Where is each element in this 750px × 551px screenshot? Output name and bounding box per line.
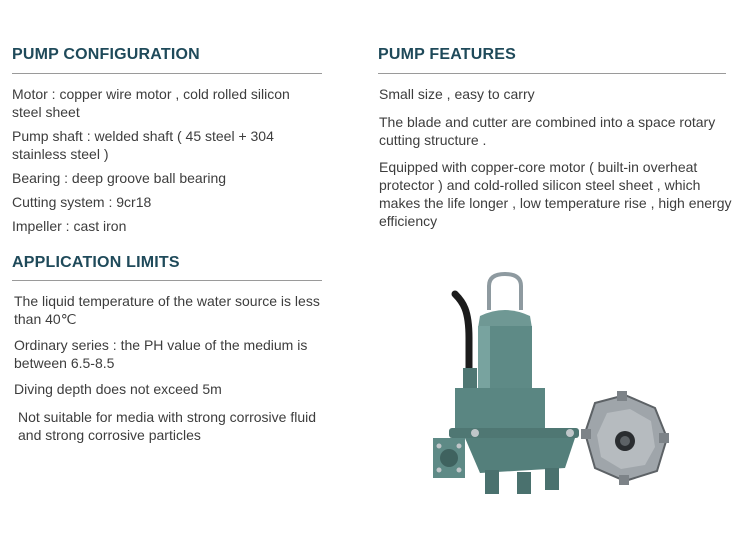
limit-temperature: The liquid temperature of the water source is less than 40℃ xyxy=(14,293,320,327)
pump-features-rule xyxy=(378,73,726,74)
pump-handle xyxy=(489,274,521,310)
impeller-part xyxy=(581,391,669,485)
application-limits-rule xyxy=(12,280,322,281)
pump-cable xyxy=(455,294,469,373)
config-motor: Motor : copper wire motor , cold rolled silicon steel sheet xyxy=(12,86,290,120)
pump-configuration-rule xyxy=(12,73,322,74)
pump-configuration-heading: PUMP CONFIGURATION xyxy=(12,46,200,63)
application-limits-heading: APPLICATION LIMITS xyxy=(12,254,180,271)
config-bearing: Bearing : deep groove ball bearing xyxy=(12,170,227,186)
config-shaft: Pump shaft : welded shaft ( 45 steel + 304 stainless steel ) xyxy=(12,128,274,162)
limit-corrosive: Not suitable for media with strong corrosive fluid and strong corrosive particles xyxy=(18,409,317,443)
limit-depth: Diving depth does not exceed 5m xyxy=(14,381,222,397)
pump-features-heading: PUMP FEATURES xyxy=(378,46,517,63)
config-impeller: Impeller : cast iron xyxy=(12,218,127,234)
feature-cutting-structure: The blade and cutter are combined into a space rotary cutting structure . xyxy=(379,114,716,148)
config-cutting: Cutting system : 9cr18 xyxy=(12,194,152,210)
pump-product-image xyxy=(425,268,675,503)
feature-motor: Equipped with copper-core motor ( built-in overheat protector ) and cold-rolled silicon steel sheet , which makes the life longer , low temperature rise , high energy efficiency xyxy=(379,159,732,229)
feature-portable: Small size , easy to carry xyxy=(379,86,535,102)
limit-ph: Ordinary series : the PH value of the medium is between 6.5-8.5 xyxy=(14,337,308,371)
